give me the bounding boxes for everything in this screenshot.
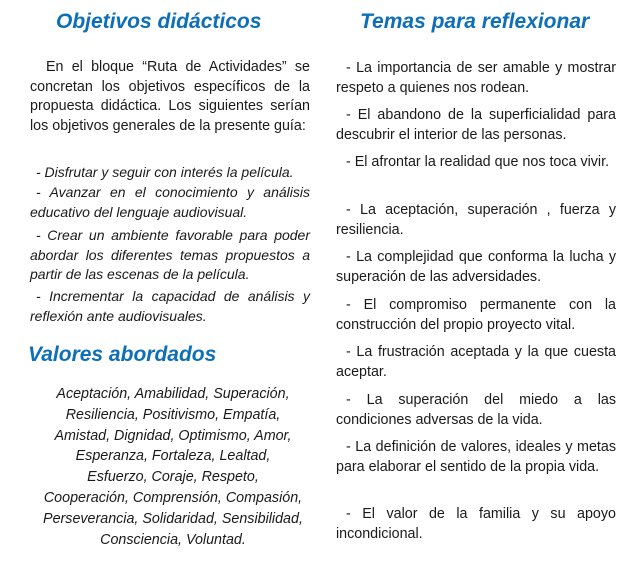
valores-heading: Valores abordados bbox=[28, 343, 217, 366]
valores-line: Cooperación, Comprensión, Compasión, bbox=[43, 489, 303, 506]
objetivo-item: - Disfrutar y seguir con interés la película. bbox=[36, 164, 294, 180]
objetivo-item: - Avanzar en el conocimiento y análisis educativo del lenguaje audiovisual. bbox=[30, 184, 310, 220]
tema-item: - La complejidad que conforma la lucha y superación de las adversidades. bbox=[336, 249, 616, 285]
tema-item: - La importancia de ser amable y mostrar respeto a quienes nos rodean. bbox=[336, 60, 616, 96]
tema-item: - La definición de valores, ideales y metas para elaborar el sentido de la propia vida. bbox=[336, 439, 616, 475]
tema-item: - El compromiso permanente con la construcción del propio proyecto vital. bbox=[336, 297, 616, 333]
objetivo-item: - Crear un ambiente favorable para poder abordar los diferentes temas propuestos a partir de las escenas de la película. bbox=[30, 227, 310, 282]
objetivo-item: - Incrementar la capacidad de análisis y reflexión ante audiovisuales. bbox=[30, 288, 310, 324]
valores-list bbox=[28, 384, 318, 550]
tema-item: - La aceptación, superación , fuerza y resiliencia. bbox=[336, 202, 616, 238]
valores-line: Consciencia, Voluntad. bbox=[100, 531, 246, 548]
tema-item: - La superación del miedo a las condiciones adversas de la vida. bbox=[336, 392, 616, 428]
valores-line: Esperanza, Fortaleza, Lealtad, bbox=[75, 448, 271, 465]
right-column bbox=[336, 0, 616, 562]
objetivos-heading: Objetivos didácticos bbox=[56, 10, 262, 33]
valores-line: Aceptación, Amabilidad, Superación, bbox=[56, 386, 290, 402]
tema-item: - El abandono de la superficialidad para descubrir el interior de las personas. bbox=[336, 107, 616, 143]
temas-heading: Temas para reflexionar bbox=[360, 10, 590, 33]
valores-line: Perseverancia, Solidaridad, Sensibilidad, bbox=[43, 510, 303, 527]
valores-line: Esfuerzo, Coraje, Respeto, bbox=[87, 469, 259, 486]
tema-item: - La frustración aceptada y la que cuesta aceptar. bbox=[336, 344, 616, 380]
tema-item: - El valor de la familia y su apoyo incondicional. bbox=[336, 506, 616, 542]
left-column bbox=[28, 0, 310, 562]
valores-line: Resiliencia, Positivismo, Empatía, bbox=[65, 406, 281, 423]
valores-line: Amistad, Dignidad, Optimismo, Amor, bbox=[54, 427, 292, 444]
objetivos-intro-paragraph: En el bloque “Ruta de Actividades” se concretan los objetivos específicos de la propuesta didáctica. Los siguientes serían los objetivos generales de la presente guía: bbox=[30, 59, 310, 134]
tema-item: - El afrontar la realidad que nos toca vivir. bbox=[346, 154, 610, 170]
